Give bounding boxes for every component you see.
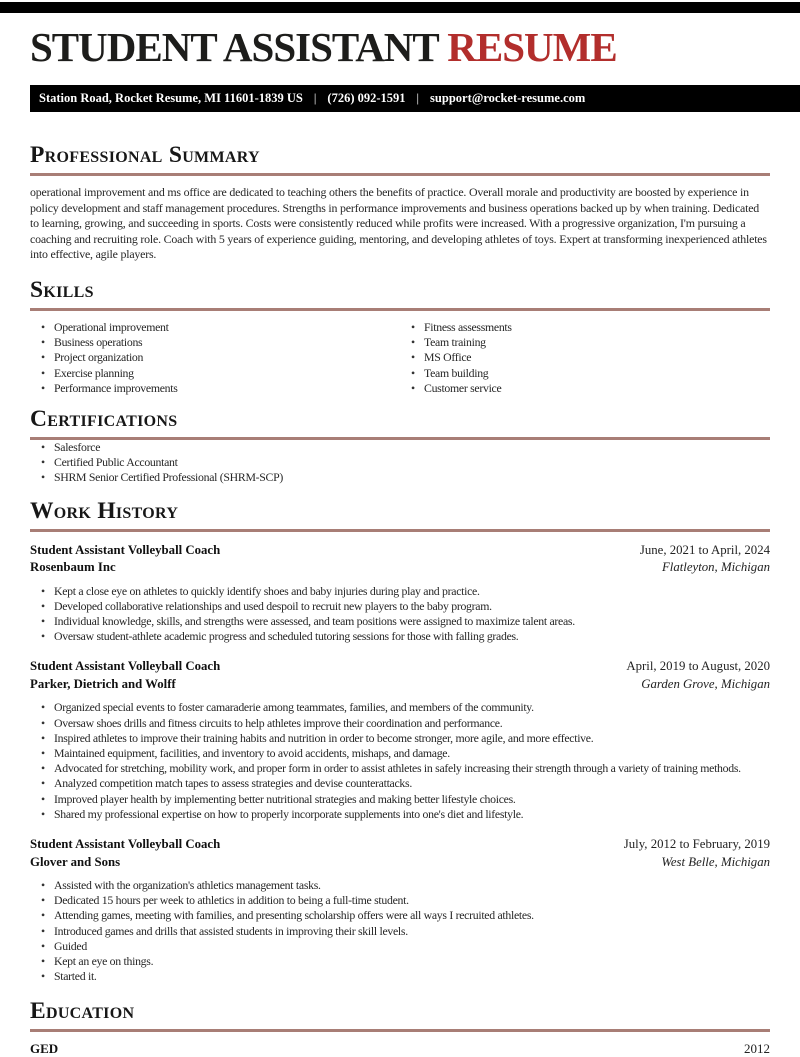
education-entry [30,1040,770,1057]
job-bullet: • Guided [30,939,770,954]
job-dates: June, 2021 to April, 2024 [639,542,770,557]
job-header-row [30,658,770,676]
skill-item: • Exercise planning [30,366,400,381]
section-rule [30,1029,770,1032]
job-bullet-list [30,584,770,645]
contact-phone: (726) 092-1591 [327,91,406,105]
top-border-bar [0,2,800,13]
job-bullet: • Attending games, meeting with families, and presenting scholarship offers were all ways I recruited athletes. [30,908,770,923]
section-heading-summary: Professional Summary [30,142,260,168]
contact-separator: | [416,91,420,105]
job-entry [30,836,770,984]
section-rule [30,308,770,311]
job-company: Rosenbaum Inc [30,560,116,575]
title-accent: RESUME [447,24,617,70]
job-bullet: • Started it. [30,969,770,984]
summary-text: operational improvement and ms office are dedicated to teaching others the benefits of practice. Overall morale and productivity are boosted by experience in policy development and staff management procedures. Strengths in performance improvements and business operations backed up by when training. Dedicated to learning, growing, and succeeding in sports. Costs were consistently reduced while profits were increased. With a progressive organization, I'm pursuing a coaching and recruiting role. Coach with 5 years of experience guiding, mentoring, and developing athletes of toys. Expert at transforming inexperienced athletes into effective, agile players. [30,185,767,262]
job-location: Flatleyton, Michigan [661,560,770,575]
skill-item: • Business operations [30,335,400,350]
section-work-history [30,498,770,985]
skills-list-left [30,320,400,396]
skill-item: • Fitness assessments [400,320,770,335]
job-bullet: • Kept an eye on things. [30,954,770,969]
job-bullet-list [30,700,770,822]
job-company: Parker, Dietrich and Wolff [30,676,176,691]
job-bullet: • Developed collaborative relationships and used despoil to recruit new players to the baby program. [30,599,770,614]
education-year: 2012 [744,1041,770,1057]
job-header-row [30,542,770,560]
section-heading-certifications: Certifications [30,405,178,432]
job-entry [30,658,770,822]
job-bullet: • Assisted with the organization's athletics management tasks. [30,878,770,893]
section-rule [30,173,770,176]
job-header-row [30,836,770,854]
certification-item: • SHRM Senior Certified Professional (SHRM-SCP) [30,470,770,485]
skills-list-right [400,320,770,396]
section-professional-summary [30,142,770,263]
section-education [30,998,770,1057]
job-title: Student Assistant Volleyball Coach [30,659,221,674]
job-bullet: • Oversaw shoes drills and fitness circuits to help athletes improve their coordination and performance. [30,716,770,731]
section-rule [30,529,770,532]
section-heading-education: Education [30,998,135,1025]
section-heading-skills: Skills [30,276,94,303]
job-bullet-list [30,878,770,984]
skill-item: • Customer service [400,381,770,396]
job-location: West Belle, Michigan [661,854,770,869]
contact-bar [30,85,800,112]
job-subheader-row [30,854,770,872]
job-title: Student Assistant Volleyball Coach [30,837,221,852]
resume-title [30,24,770,70]
skill-item: • Operational improvement [30,320,400,335]
section-certifications [30,406,770,486]
job-dates: April, 2019 to August, 2020 [626,659,770,674]
job-subheader-row [30,559,770,577]
job-bullet: • Organized special events to foster camaraderie among teammates, families, and members of the community. [30,700,770,715]
title-text: STUDENT ASSISTANT [30,24,439,70]
skills-column-right [400,320,770,396]
contact-separator: | [313,91,317,105]
skills-column-left [30,320,400,396]
job-bullet: • Introduced games and drills that assisted students in improving their skill levels. [30,924,770,939]
section-heading-work-history: Work History [30,497,179,524]
job-bullet: • Individual knowledge, skills, and strengths were assessed, and team positions were assigned to maximize talent areas. [30,614,770,629]
contact-address: Station Road, Rocket Resume, MI 11601-1839 US [39,91,303,105]
job-bullet: • Advocated for stretching, mobility work, and proper form in order to assist athletes in safely increasing their strength through a variety of training methods. [30,761,770,776]
education-degree: GED [30,1041,59,1057]
skill-item: • Performance improvements [30,381,400,396]
skill-item: • Project organization [30,350,400,365]
skill-item: • Team building [400,366,770,381]
job-bullet: • Analyzed competition match tapes to assess strategies and devise counterattacks. [30,776,770,791]
certifications-list [30,440,770,486]
job-location: Garden Grove, Michigan [641,676,770,691]
job-subheader-row [30,676,770,694]
job-bullet: • Improved player health by implementing better nutritional strategies and making better lifestyle choices. [30,792,770,807]
certification-item: • Certified Public Accountant [30,455,770,470]
certification-item: • Salesforce [30,440,770,455]
skill-item: • Team training [400,335,770,350]
job-title: Student Assistant Volleyball Coach [30,542,221,557]
job-bullet: • Dedicated 15 hours per week to athletics in addition to being a full-time student. [30,893,770,908]
job-bullet: • Oversaw student-athlete academic progress and scheduled tutoring sessions for those with falling grades. [30,629,770,644]
contact-email: support@rocket-resume.com [430,91,586,105]
section-skills [30,277,770,396]
job-bullet: • Inspired athletes to improve their training habits and nutrition in order to become stronger, more agile, and more effective. [30,731,770,746]
job-company: Glover and Sons [30,854,121,869]
job-entry [30,542,770,645]
skill-item: • MS Office [400,350,770,365]
job-bullet: • Shared my professional expertise on how to properly incorporate supplements into one's diet and lifestyle. [30,807,770,822]
job-dates: July, 2012 to February, 2019 [623,837,770,852]
skills-columns [30,320,770,396]
job-bullet: • Kept a close eye on athletes to quickly identify shoes and baby injuries during play and practice. [30,584,770,599]
job-bullet: • Maintained equipment, facilities, and inventory to avoid accidents, mishaps, and damage. [30,746,770,761]
